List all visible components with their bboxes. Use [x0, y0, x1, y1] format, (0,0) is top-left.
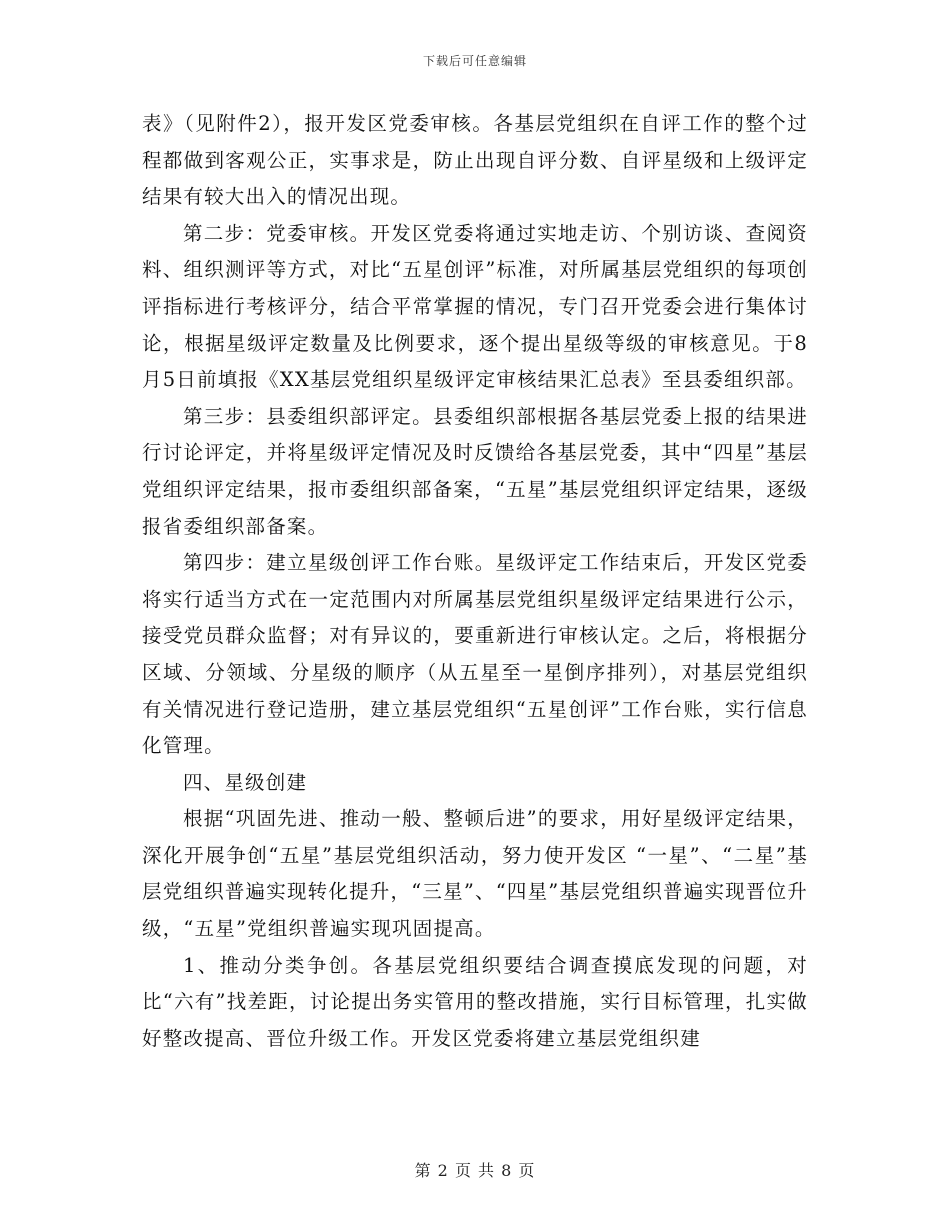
paragraph-step-2: 第二步：党委审核。开发区党委将通过实地走访、个别访谈、查阅资料、组织测评等方式，对比“五星创评”标准，对所属基层党组织的每项创评指标进行考核评分，结合平常掌握的情况，专门召开党委会进行集体讨论，根据星级评定数量及比例要求，逐个提出星级等级的审核意见。于8月5日前填报《XX基层党组织星级评定审核结果汇总表》至县委组织部。 — [142, 221, 808, 392]
page-header: 下载后可任意编辑 — [422, 54, 527, 68]
paragraph-star-creation: 根据“巩固先进、推动一般、整顿后进”的要求，用好星级评定结果，深化开展争创“五星”基层党组织活动，努力使开发区 “一星”、“二星”基层党组织普遍实现转化提升，“三星”、“四星”基层党组织普遍实现晋位升级，“五星”党组织普遍实现巩固提高。 — [142, 807, 808, 941]
paragraph-step-3: 第三步：县委组织部评定。县委组织部根据各基层党委上报的结果进行讨论评定，并将星级评定情况及时反馈给各基层党委，其中“四星”基层党组织评定结果，报市委组织部备案，“五星”基层党组织评定结果，逐级报省委组织部备案。 — [142, 404, 808, 538]
page-footer: 第 2 页 共 8 页 — [414, 1161, 536, 1180]
paragraph-item-1: 1、推动分类争创。各基层党组织要结合调查摸底发现的问题，对比“六有”找差距，讨论提出务实管用的整改措施，实行目标管理，扎实做好整改提高、晋位升级工作。开发区党委将建立基层党组织建 — [142, 953, 808, 1050]
document-body — [142, 106, 808, 1057]
paragraph-1: 表》（见附件2），报开发区党委审核。各基层党组织在自评工作的整个过程都做到客观公正，实事求是，防止出现自评分数、自评星级和上级评定结果有较大出入的情况出现。 — [142, 112, 808, 209]
paragraph-step-4: 第四步：建立星级创评工作台账。星级评定工作结束后，开发区党委将实行适当方式在一定范围内对所属基层党组织星级评定结果进行公示，接受党员群众监督；对有异议的，要重新进行审核认定。之后，将根据分区域、分领域、分星级的顺序（从五星至一星倒序排列），对基层党组织有关情况进行登记造册，建立基层党组织“五星创评”工作台账，实行信息化管理。 — [142, 551, 808, 758]
section-heading-star-creation: 四、星级创建 — [182, 770, 308, 794]
